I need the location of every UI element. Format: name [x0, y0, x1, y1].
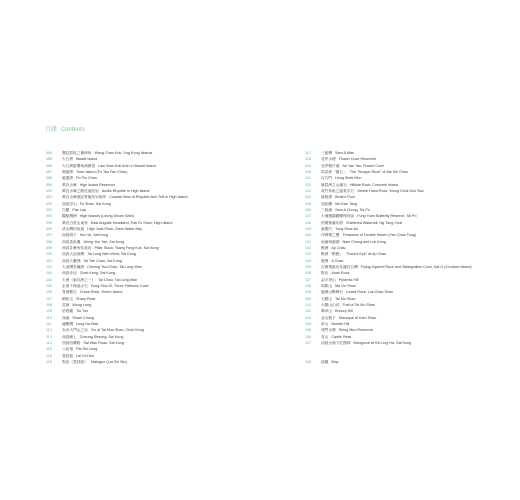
page-number: 125 — [305, 201, 312, 206]
entry-title-en: Cheung Tsui Chau, Tai Long Wan — [87, 264, 142, 269]
entry-title-zh: 大埔鳳園蝴蝶保育區 — [321, 214, 355, 219]
entry-title-en: Lung Ha Wan — [76, 321, 99, 326]
entry-title-en: Flower Cove Reservoir — [338, 157, 377, 162]
entry-title-en: Ahah Rock — [331, 271, 350, 276]
page-number: 145 — [305, 328, 312, 333]
entry-title-en: Shing Mun Reservoir — [338, 328, 374, 333]
page-number: 136 — [305, 271, 312, 276]
entry-title-zh: 龍蝦灣 — [62, 321, 74, 326]
page-number: 086 — [46, 163, 53, 168]
page-number: 109 — [46, 309, 53, 314]
entry-title-zh: 大洲（東坑洲之一） — [62, 277, 96, 282]
entry-title-en: Wang Chau Kok, Ung Kong Islands — [94, 151, 153, 155]
entry-title-zh: 大浪灣長嘴洲 — [62, 264, 85, 269]
page-number: 138 — [305, 283, 312, 288]
entry-title-en: Ma On Shan — [335, 283, 356, 288]
contents-left-column — [46, 150, 187, 365]
toc-entry — [46, 359, 187, 365]
page-number: 085 — [46, 157, 53, 162]
page-number: 126 — [305, 207, 312, 212]
entry-title-en: Bride's Pool — [335, 195, 355, 200]
entry-title-zh: 南涌與鹿頸 — [321, 239, 340, 244]
entry-title-en: Breezy Hill — [335, 309, 353, 314]
page-number: 090 — [46, 188, 53, 193]
page-number: 101 — [46, 258, 53, 263]
page-number: 099 — [46, 245, 53, 250]
entry-title-zh: 紅石門 — [321, 176, 333, 181]
entry-title-en: Sharp Peak — [76, 296, 96, 301]
entry-title-en: Sham Chung — [72, 315, 94, 320]
entry-title-zh: 花坪鴨仔頭 — [321, 163, 340, 168]
entry-title-zh: 印洲塘之寶 — [321, 233, 340, 238]
entry-title-en: Wong Yue Tan, Sai Kung — [83, 239, 125, 244]
entry-title-zh: 西貢赤徑 — [62, 271, 77, 276]
entry-title-en: Sam A Chung, Tai Po — [335, 207, 370, 212]
entry-title-zh: 西貢大灘洲 — [62, 258, 81, 263]
page-number: 133 — [305, 252, 312, 257]
entry-title-en: Lam Wan Kok Arch in Basalt Island — [98, 163, 156, 168]
entry-title-en: Fu Shan, Sai Kung — [79, 201, 111, 206]
entry-title-en: Tung Shue Au — [335, 226, 359, 231]
entry-title-en: Map — [331, 359, 339, 364]
entry-title-zh: 佛頭洲 — [62, 169, 74, 174]
entry-title-zh: 萬宜水庫 — [62, 182, 77, 187]
page-number: 129 — [305, 226, 312, 231]
entry-title-en: Needle Hill — [331, 321, 350, 326]
entry-title-en: High Junk Peak, Clear Water Bay — [87, 226, 142, 231]
entry-title-zh: 大帽山山徑 — [321, 302, 340, 307]
entry-title-zh: 赤徑大門山之岩 — [62, 328, 88, 333]
page-number: 134 — [305, 258, 312, 263]
entry-title-zh: 吉澳飛鼠岩及鐘乳石灣 — [321, 264, 358, 269]
entry-title-en: Ap Chau — [331, 245, 346, 250]
entry-title-zh: 西貢浮山 — [62, 201, 77, 206]
entry-title-en: Acidic Rhyolite in High Island — [101, 188, 150, 193]
entry-title-en: "Duck's Eye" at Ap Chau — [346, 252, 387, 257]
entry-title-en: Basalt Island — [76, 157, 98, 162]
entry-title-zh: 針山 — [321, 321, 329, 326]
page-number: 106 — [46, 290, 53, 295]
entry-title-en: Nam Chung and Luk Keng — [342, 239, 386, 244]
entry-title-zh: 黃竹角咀之溫柔手石 — [321, 188, 355, 193]
entry-title-en: Lai Chi Wo — [76, 353, 95, 358]
toc-entry — [46, 194, 187, 200]
page-number: 094 — [46, 214, 53, 219]
page-number: 121 — [305, 176, 312, 181]
page-number: 143 — [305, 315, 312, 320]
entry-title-zh: 梧桐寨瀑布群 — [321, 220, 344, 225]
toc-entry-map — [305, 359, 339, 365]
entry-title-en: East Angular Headland, Pak Fu Shan, High Island — [90, 220, 173, 225]
entry-title-en: Coastal View of Rhyolitic Ash Tuff in High Island — [109, 195, 188, 200]
page-number: 139 — [305, 290, 312, 295]
page-number: 116 — [46, 353, 52, 358]
page-number: 142 — [305, 309, 312, 314]
page-number: 115 — [46, 347, 52, 352]
entry-title-zh: 白臘 — [62, 207, 70, 212]
entry-title-zh: 青洲鶴石 — [62, 290, 77, 295]
page-number: 093 — [46, 207, 53, 212]
entry-title-zh: 鞍岩 — [321, 271, 329, 276]
page-number: 144 — [305, 321, 312, 326]
page-number: 114 — [46, 340, 52, 345]
page-title-en: Contents — [60, 127, 85, 133]
entry-title-zh: 馬屎洲「龍石」 — [321, 169, 347, 174]
entry-title-zh: 西貢海下 — [62, 233, 77, 238]
entry-title-zh: 鴨洲「鴨眼」 — [321, 252, 344, 257]
page-number: 097 — [46, 233, 53, 238]
page-number: 105 — [46, 283, 53, 288]
entry-title-en: Dialogue (Lai Chi Wo) — [90, 359, 127, 364]
entry-title-zh: 西貢西灣路 — [62, 340, 81, 345]
page-number: 111 — [46, 321, 52, 326]
entry-title-en: Wu Kau Tang — [335, 201, 358, 206]
page-number: 131 — [305, 239, 312, 244]
page-number: 103 — [46, 271, 53, 276]
page-number: 084 — [46, 151, 53, 155]
entry-title-en: Pillar Stack, Tsang Fong Kok, Sai Kung — [94, 245, 159, 250]
page-number: 123 — [305, 188, 312, 193]
entry-title-en: Wong Leng — [72, 302, 92, 307]
entry-title-en: Flying Squirrel Rock and Stalagmitive Cove, Kat O (Crooked Island) — [360, 264, 472, 269]
entry-title-en: Hung Shek Mun — [335, 176, 362, 181]
page-number: 102 — [46, 264, 53, 269]
entry-title-en: Cheung Sheung, Sai Kung — [79, 334, 124, 339]
entry-title-en: Crane Rock, Green Island — [79, 290, 123, 295]
entry-title-zh: 金字塔山 — [321, 277, 336, 282]
page-number: 104 — [46, 277, 53, 282]
entry-title-zh: 三椏涌 — [321, 207, 333, 212]
toc-entry — [46, 220, 187, 226]
entry-title-zh: 西貢黃魚灘 — [62, 239, 81, 244]
entry-title-zh: 深涌 — [62, 315, 70, 320]
entry-title-en: Hilltide Rock, Crescent Island — [349, 182, 398, 187]
entry-title-zh: 娥眉洲之山潮石 — [321, 182, 347, 187]
entry-title-en: Sheltered Waterfall, Ng Tung Chai — [346, 220, 402, 225]
entry-title-en: Chek Keng, Sai Kung — [79, 271, 116, 276]
page-number: 112 — [46, 328, 52, 333]
page-number: 095 — [46, 220, 53, 225]
page-number: 089 — [46, 182, 53, 187]
page-number: 092 — [46, 201, 53, 206]
entry-title-zh: 大帽山 — [321, 296, 333, 301]
entry-title-zh: 八仙嶺 — [62, 347, 74, 352]
page-number: 118 — [305, 157, 311, 162]
entry-title-en: Pak Lap — [72, 207, 86, 212]
page-number: 141 — [305, 302, 312, 307]
page-number: 147 — [305, 340, 312, 345]
entry-title-en: Tiu Tun — [76, 309, 89, 314]
contents-right-column — [305, 150, 472, 346]
entry-title-zh: 火石洲藍灣角海蝕拱 — [62, 163, 96, 168]
entry-title-zh: 鹿洲山蜥蜴石 — [321, 290, 344, 295]
entry-title-en: Treasures of Double Haven (Yan Chau Tong) — [342, 233, 416, 238]
entry-title-en: Town Island (Fu Tau Fan Chau) — [76, 169, 128, 174]
entry-title-en: Sam A Wan — [335, 151, 355, 155]
entry-title-en: Tai Tan Chau, Sai Kung — [83, 258, 122, 263]
page-number: 107 — [46, 296, 53, 301]
page-number: 140 — [305, 296, 312, 301]
entry-title-en: Tai Long Wan West, Sai Kung — [87, 252, 136, 257]
entry-title-zh: 三椏灣 — [321, 151, 333, 155]
page-number: 132 — [305, 245, 312, 250]
entry-title-zh: 馬鞍山 — [321, 283, 333, 288]
entry-title-zh: 荔枝窩 — [62, 353, 74, 358]
page-number: 146 — [305, 334, 312, 339]
page-number: 116 — [46, 359, 52, 364]
page-number: 150 — [305, 359, 312, 364]
page-number: 098 — [46, 239, 53, 244]
page-number: 113 — [46, 334, 52, 339]
page-number: 096 — [46, 226, 53, 231]
page-number: 130 — [305, 233, 312, 238]
entry-title-zh: 黃嶺 — [62, 302, 70, 307]
page-number: 120 — [305, 169, 312, 174]
entry-title-zh: 金山猴子 — [321, 315, 336, 320]
entry-title-en: Fung Shui Si, Three Fathoms Cove — [90, 283, 149, 288]
entry-title-zh: 鴉洲 — [321, 258, 329, 263]
entry-title-en: Gentle Hand Rock, Wong Chuk Kok Tsui — [357, 188, 424, 193]
entry-title-zh: 鴨洲 — [321, 245, 329, 250]
entry-title-zh: 萬宜水庫流紋質凝灰岩海岸 — [62, 195, 107, 200]
entry-title-en: Castle Peak — [331, 334, 352, 339]
page-number: 119 — [305, 163, 311, 168]
page-number: 128 — [305, 220, 312, 225]
entry-title-zh: 西貢井輋角柱狀岩 — [62, 245, 92, 250]
entry-title-en: Hoi Ha, Sai Kung — [79, 233, 109, 238]
page-number: 124 — [305, 195, 312, 200]
entry-title-zh: 企嶺下海風水石 — [62, 283, 88, 288]
entry-title-zh: 吊燈籠 — [62, 309, 74, 314]
entry-title-zh: 西貢嶂上 — [62, 334, 77, 339]
page-number: 087 — [46, 169, 53, 174]
entry-title-zh: 清水灣釣魚翁 — [62, 226, 85, 231]
entry-title-zh: 東樹凹 — [321, 226, 333, 231]
entry-title-en: Sai Wan Road, Sai Kung — [83, 340, 125, 345]
entry-title-en: Tai Mo Shan — [335, 296, 356, 301]
entry-title-en: Tor of Tai Mun Shan, Chek Keng — [90, 328, 144, 333]
entry-title-en: A Chau — [331, 258, 344, 263]
entry-title-en: High Islands (Leung Shuen Wan) — [79, 214, 134, 219]
entry-title-en: Pat Sin Leng — [76, 347, 98, 352]
page-number: 117 — [305, 151, 311, 155]
entry-title-zh: 對話（荔枝窩） — [62, 359, 88, 364]
entry-title-zh: 萬宜白虎山東角 — [62, 220, 88, 225]
entry-title-en: Macaque of Kam Shan — [338, 315, 377, 320]
entry-title-en: Ah Yan Tau, Flower Cove — [342, 163, 384, 168]
entry-title-zh: 畢拿山 — [321, 309, 333, 314]
page-title-zh: 目錄 — [45, 127, 58, 133]
entry-title-en: Tai Chau, Tai Long Wan — [98, 277, 138, 282]
entry-title-zh: 花坪水塘 — [321, 157, 336, 162]
entry-title-en: The "Dragon Rock" of Ma Shi Chau — [349, 169, 408, 174]
entry-title-zh: 新娘潭 — [321, 195, 333, 200]
entry-title-zh: 西貢企嶺下紅樹林 — [321, 340, 351, 345]
page-number: 091 — [46, 195, 53, 200]
page-number: 137 — [305, 277, 312, 282]
entry-title-zh: 火石洲 — [62, 157, 74, 162]
page-number: 110 — [46, 315, 52, 320]
entry-title-en: High Island Reservoir — [79, 182, 116, 187]
page-number: 122 — [305, 182, 312, 187]
entry-title-en: Pyramid Hill — [338, 277, 359, 282]
page-number: 088 — [46, 176, 53, 181]
entry-title-zh: 蚺蛇尖 — [62, 296, 74, 301]
entry-title-en: Trail of Tai Mo Shan — [342, 302, 376, 307]
entry-title-en: Mangrove at Kei Ling Ha, Sai Kung — [353, 340, 412, 345]
entry-title-zh: 青山 — [321, 334, 329, 339]
entry-title-en: Po Pin Chau — [76, 176, 97, 181]
toc-entry — [305, 340, 472, 346]
entry-title-zh: 甕缸群島之橫洲角 — [62, 151, 92, 155]
page-title — [45, 126, 85, 134]
entry-title-en: Fung Yuen Butterfly Reserve, Tai Po — [357, 214, 417, 219]
entry-title-zh: 地圖 — [321, 359, 329, 364]
entry-title-zh: 城門水塘 — [321, 328, 336, 333]
entry-title-zh: 破邊洲 — [62, 176, 74, 181]
entry-title-zh: 烏蛟騰 — [321, 201, 333, 206]
entry-title-zh: 西貢大浪西灣 — [62, 252, 85, 257]
entry-title-en: Lizard Rock, Luk Chau Shan — [346, 290, 394, 295]
entry-title-zh: 萬宜水庫之酸性流紋岩 — [62, 188, 99, 193]
page-number: 135 — [305, 264, 312, 269]
page-number: 108 — [46, 302, 53, 307]
page-number: 127 — [305, 214, 312, 219]
page-number: 100 — [46, 252, 53, 257]
entry-title-zh: 糧船灣洲 — [62, 214, 77, 219]
